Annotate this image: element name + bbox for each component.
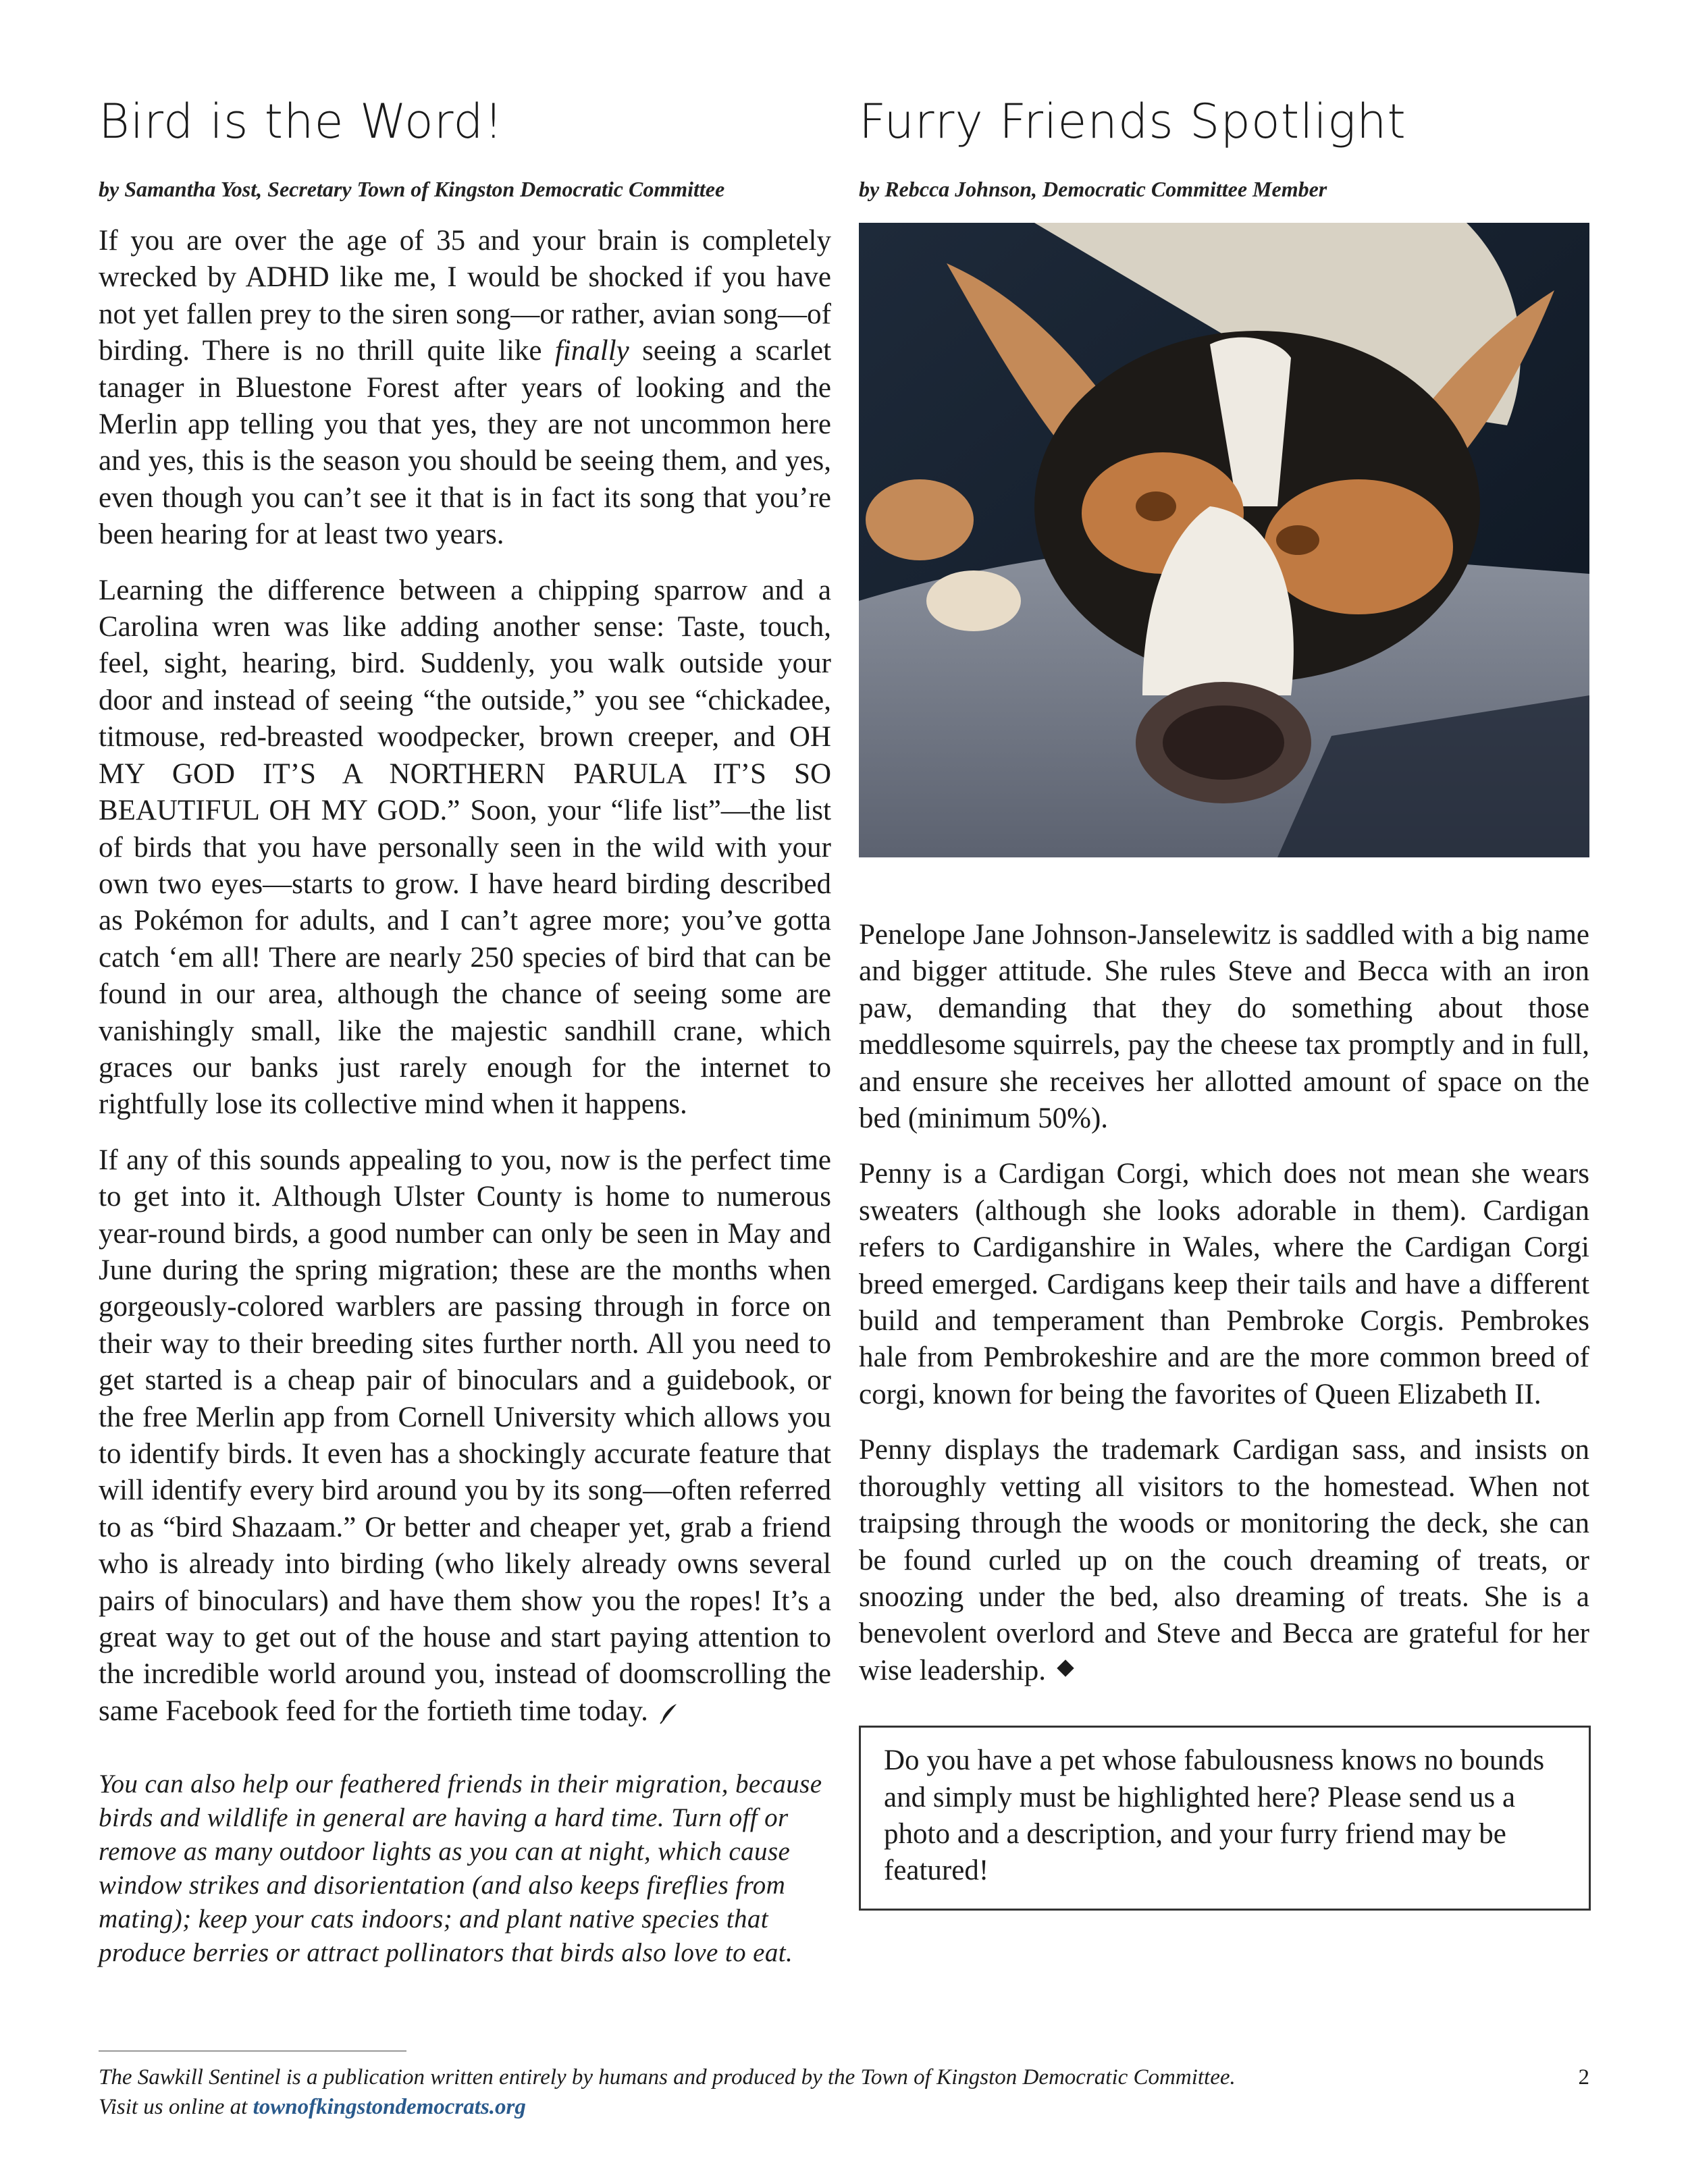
footer-divider [99,2050,406,2052]
paragraph: Penny is a Cardigan Corgi, which does not mean she wears sweaters (although she looks adorable in them). Cardigan refers to Cardiganshire in Wales, where the Cardigan Corgi breed emerged. Cardigans keep their tails and have a different build and temperament than Pembroke Corgis. Pembrokes hale from Pembrokeshire and are the more common breed of corgi, known for being the favorites of Queen Elizabeth II. [859,1158,1589,1410]
quill-icon [659,1701,678,1724]
article-byline: by Rebcca Johnson, Democratic Committee Member [859,177,1327,201]
paragraph: If you are over the age of 35 and your brain is completely wrecked by ADHD like me, I would be shocked if you have not yet fallen prey to the siren song—or rather, avian song—of birding. There is no thrill quite like finally seeing a scarlet tanager in Bluestone Forest after years of looking and the Merlin app telling you that yes, they are not uncommon here and yes, this is the season you should be seeing them, and yes, even though you can’t see it that is in fact its song that you’re been hearing for at least two years. [99,225,832,551]
article-byline: by Samantha Yost, Secretary Town of Kingston Democratic Committee [99,177,725,201]
corgi-photo [859,223,1589,857]
paragraph: Penny displays the trademark Cardigan sass, and insists on thoroughly vetting all visitors to the homestead. When not traipsing through the woods or monitoring the deck, she can be found curled up on the couch dreaming of treats, or snoozing under the bed, also dreaming of treats. She is a benevolent overlord and Steve and Becca are grateful for her wise leadership. [859,1434,1589,1686]
paragraph: If any of this sounds appealing to you, now is the perfect time to get into it. Although Ulster County is home to numerous year-round birds, a good number can only be seen in May and June during the spring migration; these are the months when gorgeously-colored warblers are passing through in force on their way to their breeding sites further north. All you need to get started is a cheap pair of binoculars and a guidebook, or the free Merlin app from Cornell University which allows you to identify birds. It even has a shockingly accurate feature that will identify every bird around you by its song—often referred to as “bird Shazaam.” Or better and cheaper yet, grab a friend who is already into birding (who likely already owns several pairs of binoculars) and have them show you the ropes! It’s a great way to get out of the house and start paying attention to the incredible world around you, instead of doomscrolling the same Facebook feed for the fortieth time today. [99,1144,831,1727]
page-number: 2 [1578,2065,1589,2089]
article-bird [99,95,831,1970]
footer-line: The Sawkill Sentinel is a publication written entirely by humans and produced by the Town of Kingston Democratic Committee. [99,2065,1236,2089]
sidebar-note: You can also help our feathered friends in their migration, because birds and wildlife in general are having a hard time. Turn off or remove as many outdoor lights as you can at night, which cause window strikes and disorientation (and also keeps fireflies from mating); keep your cats indoors; and plant native species that produce berries or attract pollinators that birds also love to eat. [99,1769,822,1968]
article-title: Bird is the Word! [99,94,504,149]
end-mark-icon [1057,1659,1074,1676]
paragraph: Learning the difference between a chipping sparrow and a Carolina wren was like adding another sense: Taste, touch, feel, sight, hearing, bird. Suddenly, you walk outside your door and instead of seeing “the outside,” you see “chickadee, titmouse, red-breasted woodpecker, brown creeper, and OH MY GOD IT’S A NORTHERN PARULA IT’S SO BEAUTIFUL OH MY GOD.” Soon, your “life list”—the list of birds that you have personally seen in the wild with your own two eyes—starts to grow. I have heard birding described as Pokémon for adults, and I can’t agree more; you’ve gotta catch ‘em all! There are nearly 250 species of bird that can be found in our area, although the chance of seeing some are vanishingly small, like the majestic sandhill crane, which graces our banks just rarely enough for the internet to rightfully lose its collective mind when it happens. [99,574,831,1121]
callout-text: Do you have a pet whose fabulousness knows no bounds and simply must be highlighted here? Please send us a photo and a description, and your furry friend may be featured! [884,1744,1545,1887]
footer [99,2062,1591,2122]
footer-line: Visit us online at townofkingstondemocrats.org [99,2095,526,2119]
website-link[interactable]: townofkingstondemocrats.org [253,2095,526,2119]
article-title: Furry Friends Spotlight [859,94,1406,149]
paragraph: Penelope Jane Johnson-Janselewitz is saddled with a big name and bigger attitude. She rules Steve and Becca with an iron paw, demanding that they do something about those meddlesome squirrels, pay the cheese tax promptly and in full, and ensure she receives her allotted amount of space on the bed (minimum 50%). [859,919,1589,1135]
callout-box [859,1726,1591,1911]
article-pet [859,95,1589,1911]
